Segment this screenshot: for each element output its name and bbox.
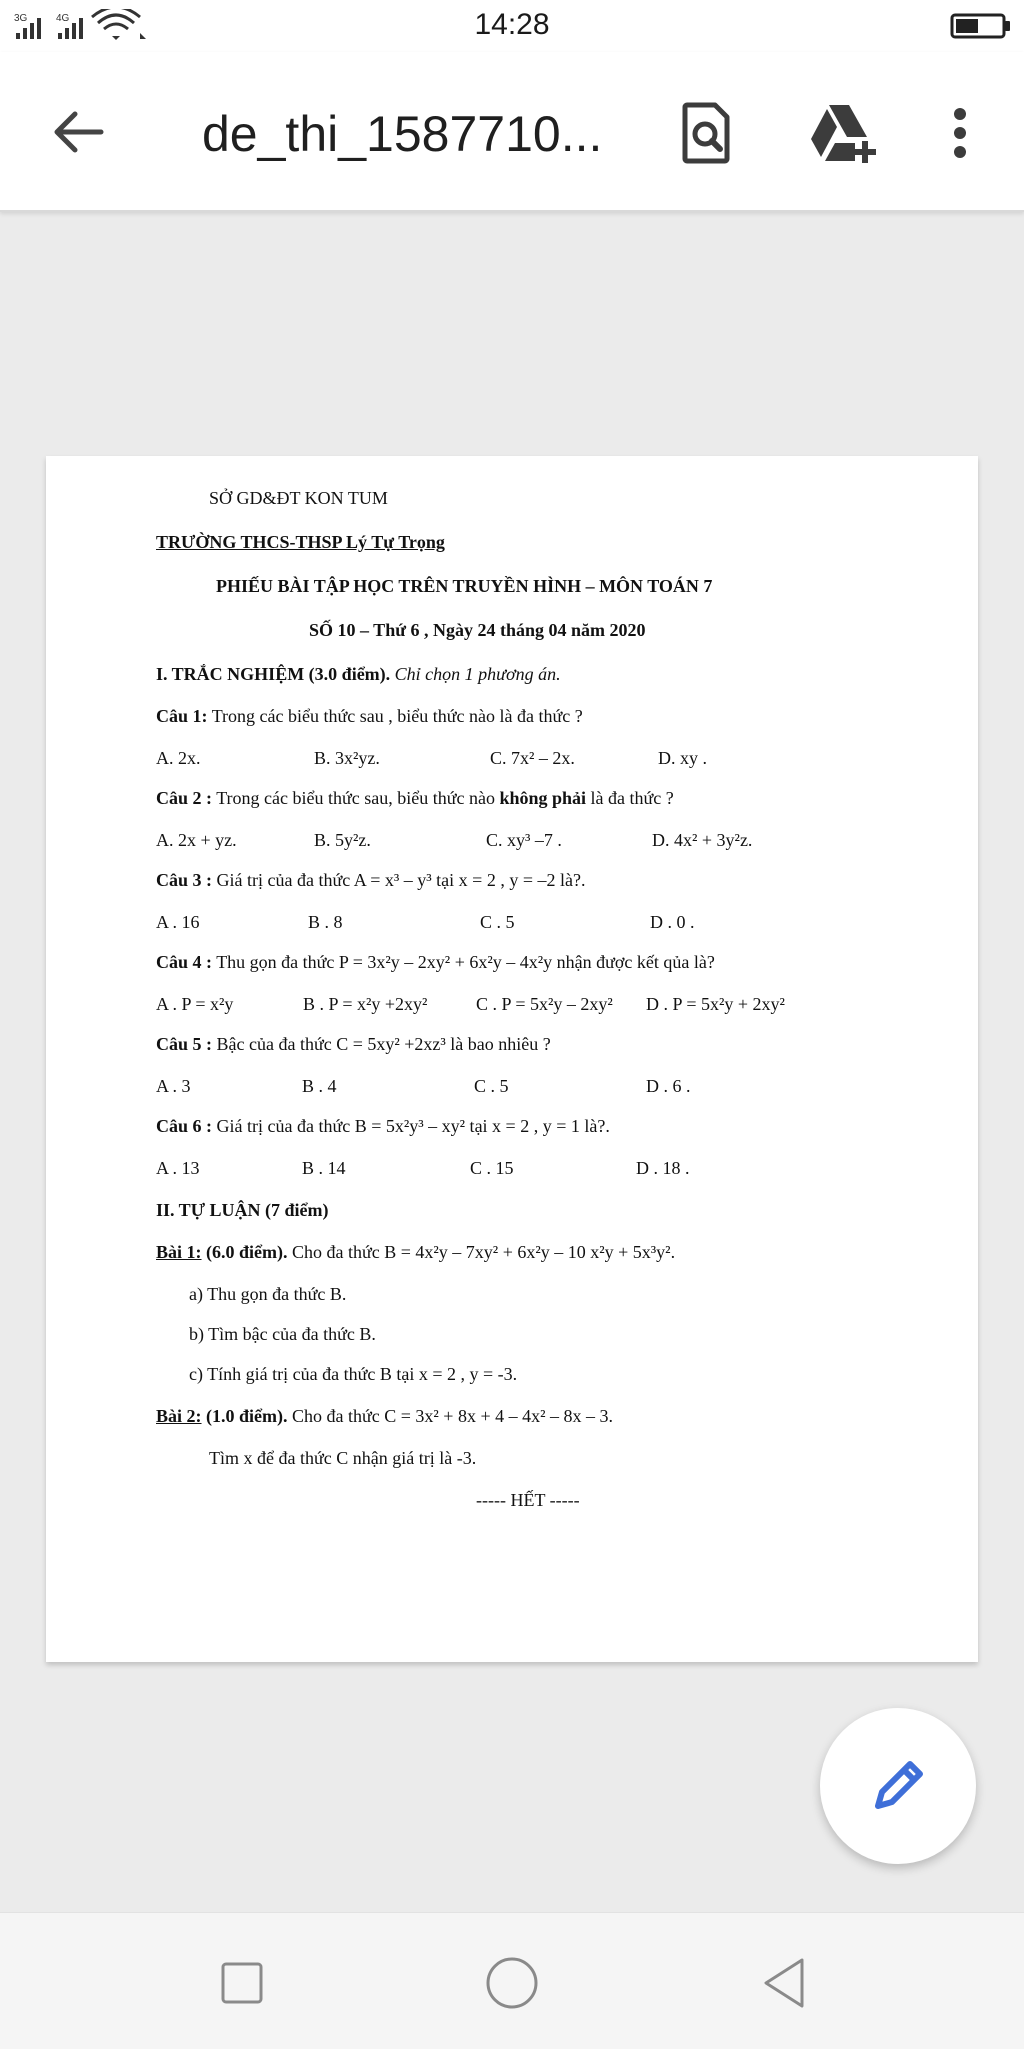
edit-fab-button[interactable] xyxy=(820,1708,976,1864)
q1-option-a: A. 2x. xyxy=(156,748,201,768)
q2-option-b: B. 5y²z. xyxy=(314,830,371,850)
worksheet-title: PHIẾU BÀI TẬP HỌC TRÊN TRUYỀN HÌNH – MÔN TOÁN 7 xyxy=(216,576,713,596)
question-1-text: Trong các biểu thức sau , biểu thức nào là đa thức ? xyxy=(207,706,583,726)
back-button[interactable] xyxy=(44,102,114,162)
document-page xyxy=(46,456,978,1662)
q3-option-c: C . 5 xyxy=(480,912,515,932)
q3-option-a: A . 16 xyxy=(156,912,200,932)
q5-option-b: B . 4 xyxy=(302,1076,337,1096)
q6-option-b: B . 14 xyxy=(302,1158,346,1178)
q6-option-a: A . 13 xyxy=(156,1158,200,1178)
section1-line xyxy=(156,662,561,686)
home-button[interactable] xyxy=(482,1953,542,2013)
find-in-document-icon xyxy=(681,102,731,164)
status-time: 14:28 xyxy=(474,8,550,41)
system-navigation-bar xyxy=(0,1912,1024,2049)
section2-heading: II. TỰ LUẬN (7 điểm) xyxy=(156,1200,329,1220)
more-vert-icon xyxy=(950,107,970,159)
network-label-3g: 3G xyxy=(14,13,28,24)
q6-option-d: D . 18 . xyxy=(636,1158,690,1178)
exercise-2 xyxy=(156,1404,613,1428)
q4-option-d: D . P = 5x²y + 2xy² xyxy=(646,994,785,1014)
question-2-label: Câu 2 : xyxy=(156,788,213,808)
question-1-label: Câu 1: xyxy=(156,706,208,726)
section1-heading: I. TRẮC NGHIỆM (3.0 điểm). xyxy=(156,664,391,684)
system-back-button[interactable] xyxy=(754,1953,814,2013)
q5-option-d: D . 6 . xyxy=(646,1076,691,1096)
end-marker: ----- HẾT ----- xyxy=(476,1490,580,1510)
question-3 xyxy=(156,868,585,892)
question-4 xyxy=(156,950,715,974)
exercise-1-points: (6.0 điểm). xyxy=(201,1242,288,1262)
exercise-1-text: Cho đa thức B = 4x²y – 7xy² + 6x²y – 10 x²y + 5x³y². xyxy=(287,1242,676,1262)
home-icon xyxy=(485,1956,539,2010)
question-6-label: Câu 6 : xyxy=(156,1116,213,1136)
exercise-1-item-c: c) Tính giá trị của đa thức B tại x = 2 , y = -3. xyxy=(189,1364,518,1384)
exercise-2-label: Bài 2: xyxy=(156,1406,202,1426)
question-6-text: Giá trị của đa thức B = 5x²y³ – xy² tại x = 2 , y = 1 là?. xyxy=(212,1116,610,1136)
dept-name: SỞ GD&ĐT KON TUM xyxy=(209,488,388,508)
q3-option-b: B . 8 xyxy=(308,912,343,932)
exercise-1-item-a: a) Thu gọn đa thức B. xyxy=(189,1284,347,1304)
document-title: de_thi_1587710... xyxy=(202,106,602,162)
question-2-bold: không phải xyxy=(499,788,587,808)
q4-option-a: A . P = x²y xyxy=(156,994,234,1014)
q5-option-c: C . 5 xyxy=(474,1076,509,1096)
q2-option-c: C. xy³ –7 . xyxy=(486,830,562,850)
app-bar xyxy=(0,52,1024,212)
exercise-2-points: (1.0 điểm). xyxy=(201,1406,288,1426)
recent-apps-button[interactable] xyxy=(212,1953,272,2013)
find-in-document-button[interactable] xyxy=(676,100,736,166)
add-to-drive-button[interactable] xyxy=(806,100,882,166)
question-2-text-before: Trong các biểu thức sau, biểu thức nào xyxy=(212,788,500,808)
question-5-label: Câu 5 : xyxy=(156,1034,213,1054)
q3-option-d: D . 0 . xyxy=(650,912,695,932)
q2-option-d: D. 4x² + 3y²z. xyxy=(652,830,753,850)
q5-option-a: A . 3 xyxy=(156,1076,191,1096)
back-triangle-icon xyxy=(760,1956,808,2010)
question-3-label: Câu 3 : xyxy=(156,870,213,890)
question-4-label: Câu 4 : xyxy=(156,952,213,972)
q1-option-b: B. 3x²yz. xyxy=(314,748,380,768)
question-2-text-after: là đa thức ? xyxy=(586,788,674,808)
question-5-text: Bậc của đa thức C = 5xy² +2xz³ là bao nhiêu ? xyxy=(212,1034,551,1054)
exercise-2-text: Cho đa thức C = 3x² + 8x + 4 – 4x² – 8x – 3. xyxy=(287,1406,613,1426)
recent-apps-icon xyxy=(220,1961,264,2005)
q2-option-a: A. 2x + yz. xyxy=(156,830,237,850)
question-6 xyxy=(156,1114,610,1138)
network-label-4g: 4G xyxy=(56,13,70,24)
question-5 xyxy=(156,1032,551,1056)
q6-option-c: C . 15 xyxy=(470,1158,514,1178)
q4-option-b: B . P = x²y +2xy² xyxy=(303,994,428,1014)
section1-note: Chỉ chọn 1 phương án. xyxy=(394,664,561,684)
exercise-1 xyxy=(156,1240,675,1264)
question-2 xyxy=(156,786,674,810)
battery-icon xyxy=(950,12,1012,40)
q1-option-c: C. 7x² – 2x. xyxy=(490,748,575,768)
status-bar xyxy=(0,0,1024,52)
edit-pencil-icon xyxy=(868,1756,928,1816)
question-4-text: Thu gọn đa thức P = 3x²y – 2xy² + 6x²y – 4x²y nhận được kết qủa là? xyxy=(212,952,715,972)
more-options-button[interactable] xyxy=(940,100,980,166)
question-3-text: Giá trị của đa thức A = x³ – y³ tại x = 2 , y = –2 là?. xyxy=(212,870,586,890)
question-1 xyxy=(156,704,583,728)
exercise-1-label: Bài 1: xyxy=(156,1242,202,1262)
q1-option-d: D. xy . xyxy=(658,748,707,768)
worksheet-subtitle: SỐ 10 – Thứ 6 , Ngày 24 tháng 04 năm 2020 xyxy=(309,620,646,640)
add-to-drive-icon xyxy=(809,103,879,163)
back-arrow-icon xyxy=(51,108,107,156)
exercise-2-item: Tìm x để đa thức C nhận giá trị là -3. xyxy=(209,1448,477,1468)
q4-option-c: C . P = 5x²y – 2xy² xyxy=(476,994,613,1014)
school-name: TRƯỜNG THCS-THSP Lý Tự Trọng xyxy=(156,532,445,552)
exercise-1-item-b: b) Tìm bậc của đa thức B. xyxy=(189,1324,376,1344)
